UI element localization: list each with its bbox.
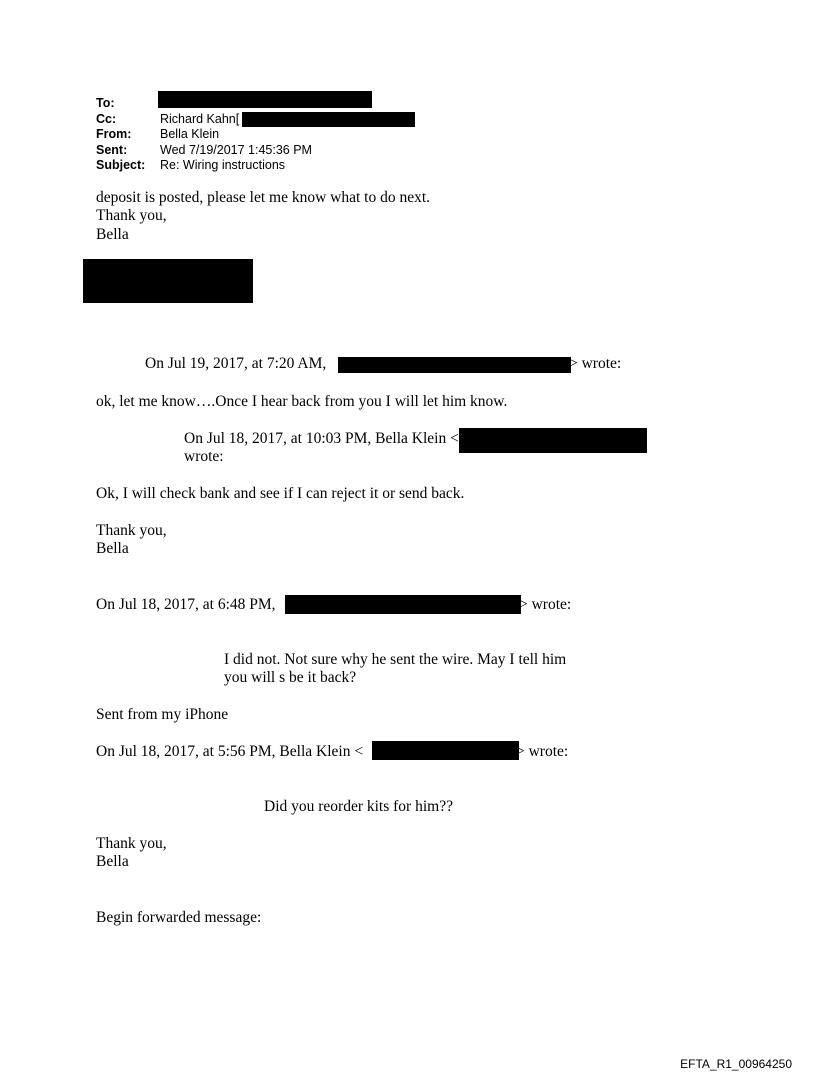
redaction-quote3-sender [285, 595, 521, 614]
body-line-3: Bella [96, 226, 129, 243]
quote2-suffix: wrote: [184, 448, 224, 465]
reply4: Did you reorder kits for him?? [264, 798, 453, 815]
sent-value: Wed 7/19/2017 1:45:36 PM [160, 142, 312, 157]
subject-value: Re: Wiring instructions [160, 158, 286, 172]
quote4-prefix: On Jul 18, 2017, at 5:56 PM, Bella Klein < [96, 743, 364, 760]
quote3-suffix: > wrote: [519, 596, 572, 613]
reply1: ok, let me know….Once I hear back from you I will let him know. [96, 393, 508, 410]
sent-row [96, 143, 312, 159]
reply3-line-2: you will s be it back? [224, 669, 357, 686]
subject-row [96, 158, 312, 174]
reply2-sign-1: Thank you, [96, 522, 167, 539]
redaction-quote2-email [459, 428, 647, 453]
reply2: Ok, I will check bank and see if I can reject it or send back. [96, 485, 465, 502]
sent-from: Sent from my iPhone [96, 706, 229, 723]
sent-label: Sent: [96, 142, 128, 157]
quote3-prefix: On Jul 18, 2017, at 6:48 PM, [96, 596, 276, 613]
redaction-cc [242, 112, 415, 127]
reply2-sign-2: Bella [96, 540, 129, 557]
reply4-sign-1: Thank you, [96, 835, 167, 852]
from-label: From: [96, 127, 132, 141]
forwarded-message: Begin forwarded message: [96, 909, 262, 926]
cc-label: Cc: [96, 111, 117, 126]
quote1-suffix: > wrote: [569, 355, 622, 372]
redaction-quote1-sender [338, 357, 571, 373]
cc-value: Richard Kahn[ [160, 111, 240, 126]
redaction-quote4-email [372, 741, 519, 760]
body-line-2: Thank you, [96, 207, 167, 224]
redaction-to [158, 91, 372, 108]
subject-label: Subject: [96, 158, 146, 172]
quote2-prefix: On Jul 18, 2017, at 10:03 PM, Bella Klein < [184, 430, 459, 447]
from-value: Bella Klein [160, 127, 220, 141]
to-label: To: [96, 96, 115, 110]
from-row [96, 127, 312, 143]
quote1-prefix: On Jul 19, 2017, at 7:20 AM, [145, 355, 327, 372]
reply4-sign-2: Bella [96, 853, 129, 870]
redaction-signature-block [83, 259, 253, 303]
body-line-1: deposit is posted, please let me know what to do next. [96, 189, 431, 206]
quote4-suffix: > wrote: [516, 743, 569, 760]
document-id: EFTA_R1_00964250 [680, 1057, 792, 1071]
reply3-line-1: I did not. Not sure why he sent the wire. May I tell him [224, 651, 567, 668]
